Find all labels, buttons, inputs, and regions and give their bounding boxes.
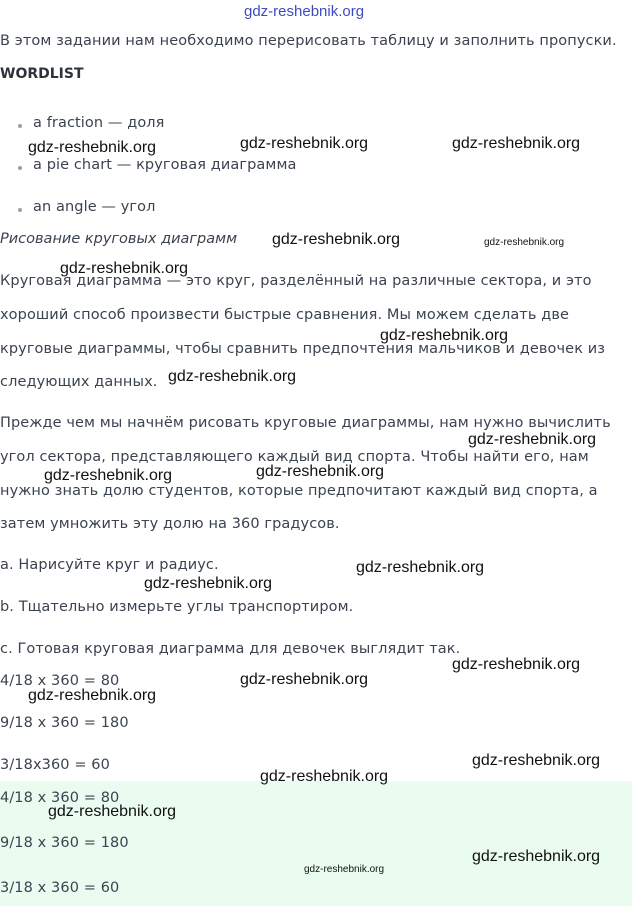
site-title[interactable]: gdz-reshebnik.org <box>244 3 365 20</box>
watermark: gdz-reshebnik.org <box>304 864 385 875</box>
watermark: gdz-reshebnik.org <box>452 656 581 673</box>
watermark: gdz-reshebnik.org <box>240 671 369 688</box>
intro-text: В этом задании нам необходимо перерисовать таблицу и заполнить пропуски. <box>0 33 617 49</box>
paragraph-line: следующих данных. <box>0 374 158 390</box>
watermark: gdz-reshebnik.org <box>60 260 189 277</box>
watermark: gdz-reshebnik.org <box>272 231 401 248</box>
wordlist-item: a fraction — доля <box>33 115 165 131</box>
section-title: Рисование круговых диаграмм <box>0 231 238 247</box>
step-c: c. Готовая круговая диаграмма для девочек выглядит так. <box>0 641 461 657</box>
calculation-line-highlighted: 4/18 x 360 = 80 <box>0 790 120 806</box>
bullet-icon <box>18 166 22 170</box>
wordlist-title: WORDLIST <box>0 66 84 82</box>
paragraph-line: затем умножить эту долю на 360 градусов. <box>0 516 340 532</box>
paragraph-line: Прежде чем мы начнём рисовать круговые диаграммы, нам нужно вычислить <box>0 415 611 431</box>
watermark: gdz-reshebnik.org <box>28 687 157 704</box>
watermark: gdz-reshebnik.org <box>468 431 597 448</box>
watermark: gdz-reshebnik.org <box>472 848 601 865</box>
wordlist-item: a pie chart — круговая диаграмма <box>33 157 297 173</box>
watermark: gdz-reshebnik.org <box>44 467 173 484</box>
watermark: gdz-reshebnik.org <box>380 327 509 344</box>
watermark: gdz-reshebnik.org <box>144 575 273 592</box>
calculation-line: 9/18 x 360 = 180 <box>0 715 129 731</box>
watermark: gdz-reshebnik.org <box>48 803 177 820</box>
paragraph-line: угол сектора, представляющего каждый вид спорта. Чтобы найти его, нам <box>0 449 589 465</box>
paragraph-line: нужно знать долю студентов, которые предпочитают каждый вид спорта, а <box>0 483 598 499</box>
bullet-icon <box>18 208 22 212</box>
paragraph-line: хороший способ произвести быстрые сравнения. Мы можем сделать две <box>0 307 569 323</box>
calculation-line: 4/18 x 360 = 80 <box>0 673 120 689</box>
watermark: gdz-reshebnik.org <box>452 135 581 152</box>
step-b: b. Тщательно измерьте углы транспортиром. <box>0 599 354 615</box>
watermark: gdz-reshebnik.org <box>356 559 485 576</box>
watermark: gdz-reshebnik.org <box>260 768 389 785</box>
wordlist-item: an angle — угол <box>33 199 156 215</box>
bullet-icon <box>18 124 22 128</box>
calculation-line-highlighted: 9/18 x 360 = 180 <box>0 835 129 851</box>
watermark: gdz-reshebnik.org <box>28 139 157 156</box>
watermark: gdz-reshebnik.org <box>168 368 297 385</box>
watermark: gdz-reshebnik.org <box>472 752 601 769</box>
watermark: gdz-reshebnik.org <box>484 237 565 248</box>
step-a: a. Нарисуйте круг и радиус. <box>0 557 219 573</box>
calculation-line: 3/18x360 = 60 <box>0 757 110 773</box>
paragraph-line: круговые диаграммы, чтобы сравнить предпочтения мальчиков и девочек из <box>0 341 606 357</box>
paragraph-line: Круговая диаграмма — это круг, разделённый на различные сектора, и это <box>0 273 592 289</box>
watermark: gdz-reshebnik.org <box>240 135 369 152</box>
calculation-line-highlighted: 3/18 x 360 = 60 <box>0 880 120 896</box>
watermark: gdz-reshebnik.org <box>256 463 385 480</box>
